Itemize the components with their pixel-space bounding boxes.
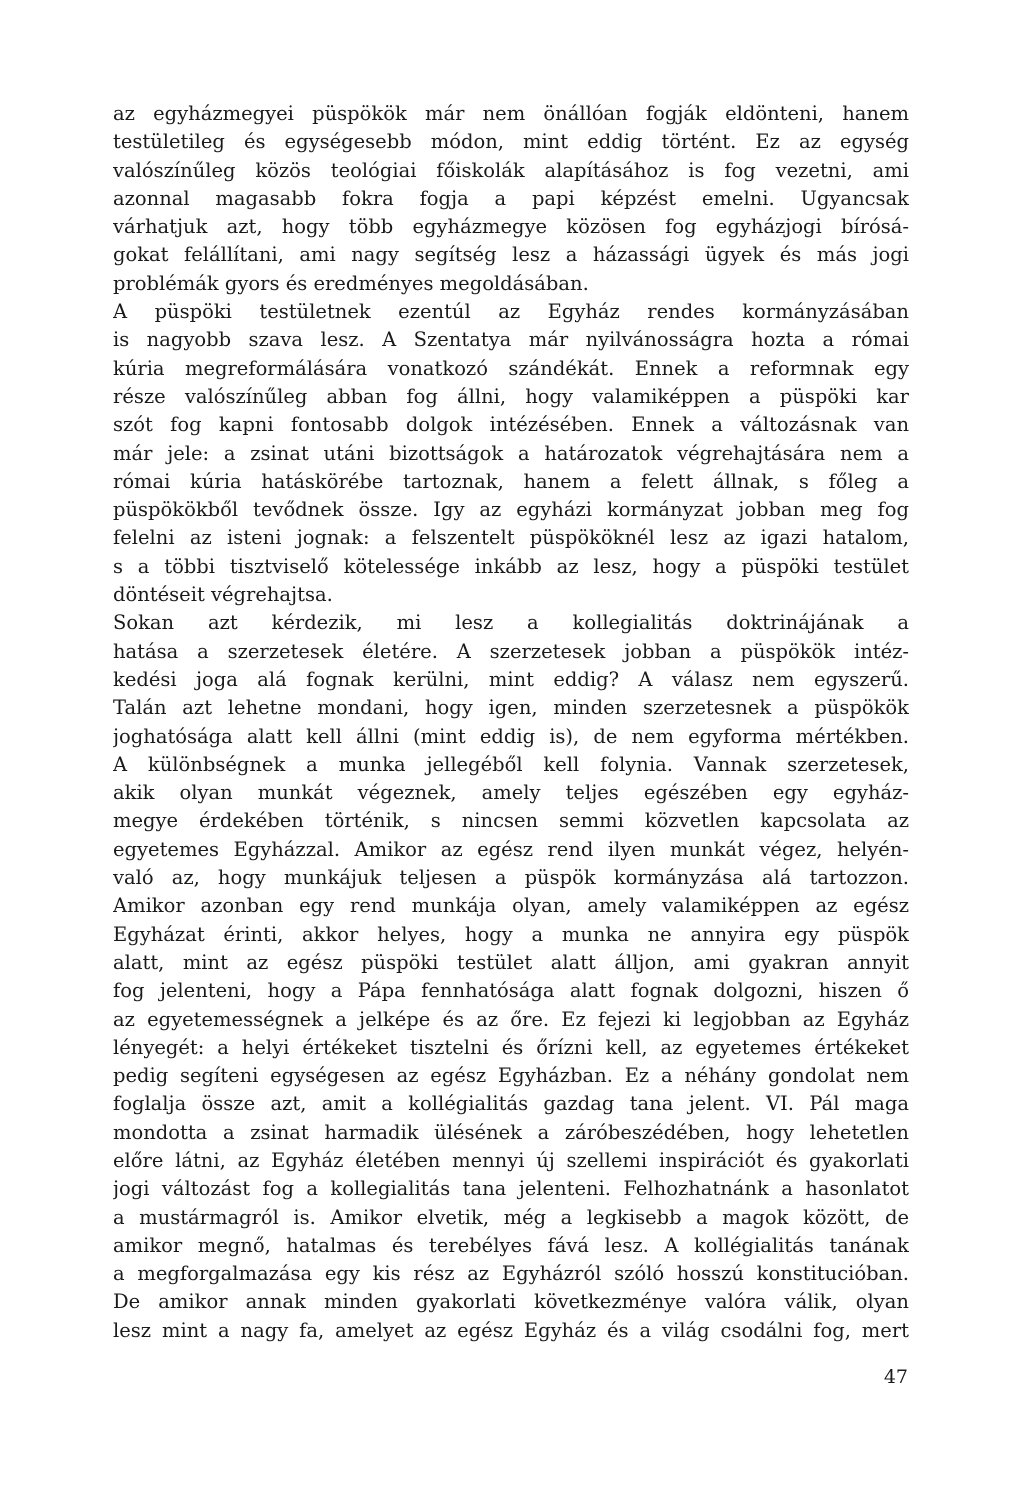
text-line: Talán azt lehetne mondani, hogy igen, minden szerzetesnek a püspökök: [113, 696, 909, 720]
text-line: kúria megreformálására vonatkozó szándékát. Ennek a reformnak egy: [113, 356, 909, 380]
text-line: pedig segíteni egységesen az egész Egyházban. Ez a néhány gondolat nem: [113, 1064, 909, 1088]
text-line: testületileg és egységesebb módon, mint eddig történt. Ez az egység: [113, 130, 909, 154]
text-line: a mustármagról is. Amikor elvetik, még a legkisebb a magok között, de: [113, 1205, 909, 1229]
text-line: hatása a szerzetesek életére. A szerzetesek jobban a püspökök intéz-: [113, 639, 909, 663]
text-line: szót fog kapni fontosabb dolgok intézésében. Ennek a változásnak van: [113, 413, 909, 437]
text-line: Egyházat érinti, akkor helyes, hogy a munka ne annyira egy püspök: [113, 922, 909, 946]
text-line: fog jelenteni, hogy a Pápa fennhatósága alatt fognak dolgozni, hiszen ő: [113, 979, 909, 1003]
text-line: felelni az isteni jognak: a felszentelt püspököknél lesz az igazi hatalom,: [113, 526, 909, 550]
text-line: kedési joga alá fognak kerülni, mint eddig? A válasz nem egyszerű.: [113, 667, 909, 691]
text-line: előre látni, az Egyház életében mennyi új szellemi inspirációt és gyakorlati: [113, 1148, 909, 1172]
text-line: egyetemes Egyházzal. Amikor az egész rend ilyen munkát végez, helyén-: [113, 837, 909, 861]
text-line: megye érdekében történik, s nincsen semmi közvetlen kapcsolata az: [113, 809, 909, 833]
text-line: amikor megnő, hatalmas és terebélyes fává lesz. A kollégialitás tanának: [113, 1233, 909, 1257]
text-line: alatt, mint az egész püspöki testület alatt álljon, ami gyakran annyit: [113, 950, 909, 974]
text-line: döntéseit végrehajtsa.: [113, 583, 333, 607]
text-line: jogi változást fog a kollegialitás tana jelenteni. Felhozhatnánk a hasonlatot: [113, 1177, 909, 1201]
body-text: [113, 100, 909, 1345]
text-line: püspökökből tevődnek össze. Igy az egyházi kormányzat jobban meg fog: [113, 498, 909, 522]
text-line: már jele: a zsinat utáni bizottságok a határozatok végrehajtására nem a: [113, 441, 909, 465]
text-line: joghatósága alatt kell állni (mint eddig is), de nem egyforma mértékben.: [113, 724, 909, 748]
text-line: akik olyan munkát végeznek, amely teljes egészében egy egyház-: [113, 781, 909, 805]
text-line: s a többi tisztviselő kötelessége inkább az lesz, hogy a püspöki testület: [113, 554, 909, 578]
text-line: gokat felállítani, ami nagy segítség lesz a házassági ügyek és más jogi: [113, 243, 909, 267]
text-line: az egyetemességnek a jelképe és az őre. Ez fejezi ki legjobban az Egyház: [113, 1007, 909, 1031]
text-line: valószínűleg közös teológiai főiskolák alapításához is fog vezetni, ami: [113, 158, 909, 182]
page-number: 47: [883, 1366, 908, 1388]
text-line: De amikor annak minden gyakorlati következménye valóra válik, olyan: [113, 1290, 909, 1314]
text-line: lényegét: a helyi értékeket tisztelni és őrízni kell, az egyetemes értékeket: [113, 1035, 909, 1059]
text-line: problémák gyors és eredményes megoldásában.: [113, 271, 589, 295]
text-line: foglalja össze azt, amit a kollégialitás gazdag tana jelent. VI. Pál maga: [113, 1092, 909, 1116]
text-line: Amikor azonban egy rend munkája olyan, amely valamiképpen az egész: [113, 894, 909, 918]
text-line: is nagyobb szava lesz. A Szentatya már nyilvánosságra hozta a római: [113, 328, 909, 352]
text-line: való az, hogy munkájuk teljesen a püspök kormányzása alá tartozzon.: [113, 866, 909, 890]
text-line: az egyházmegyei püspökök már nem önállóan fogják eldönteni, hanem: [113, 102, 909, 125]
text-line: része valószínűleg abban fog állni, hogy valamiképpen a püspöki kar: [113, 384, 909, 408]
text-line: A püspöki testületnek ezentúl az Egyház rendes kormányzásában: [113, 300, 909, 324]
text-line: római kúria hatáskörébe tartoznak, hanem a felett állnak, s főleg a: [113, 469, 909, 493]
text-line: mondotta a zsinat harmadik ülésének a záróbeszédében, hogy lehetetlen: [113, 1120, 909, 1144]
text-line: lesz mint a nagy fa, amelyet az egész Egyház és a világ csodálni fog, mert: [113, 1318, 909, 1342]
text-line: a megforgalmazása egy kis rész az Egyházról szóló hosszú konstitucióban.: [113, 1262, 909, 1286]
text-line: azonnal magasabb fokra fogja a papi képzést emelni. Ugyancsak: [113, 186, 909, 210]
text-line: A különbségnek a munka jellegéből kell folynia. Vannak szerzetesek,: [113, 752, 909, 776]
text-line: várhatjuk azt, hogy több egyházmegye közösen fog egyházjogi bírósá-: [113, 215, 909, 239]
text-line: Sokan azt kérdezik, mi lesz a kollegialitás doktrinájának a: [113, 611, 909, 635]
